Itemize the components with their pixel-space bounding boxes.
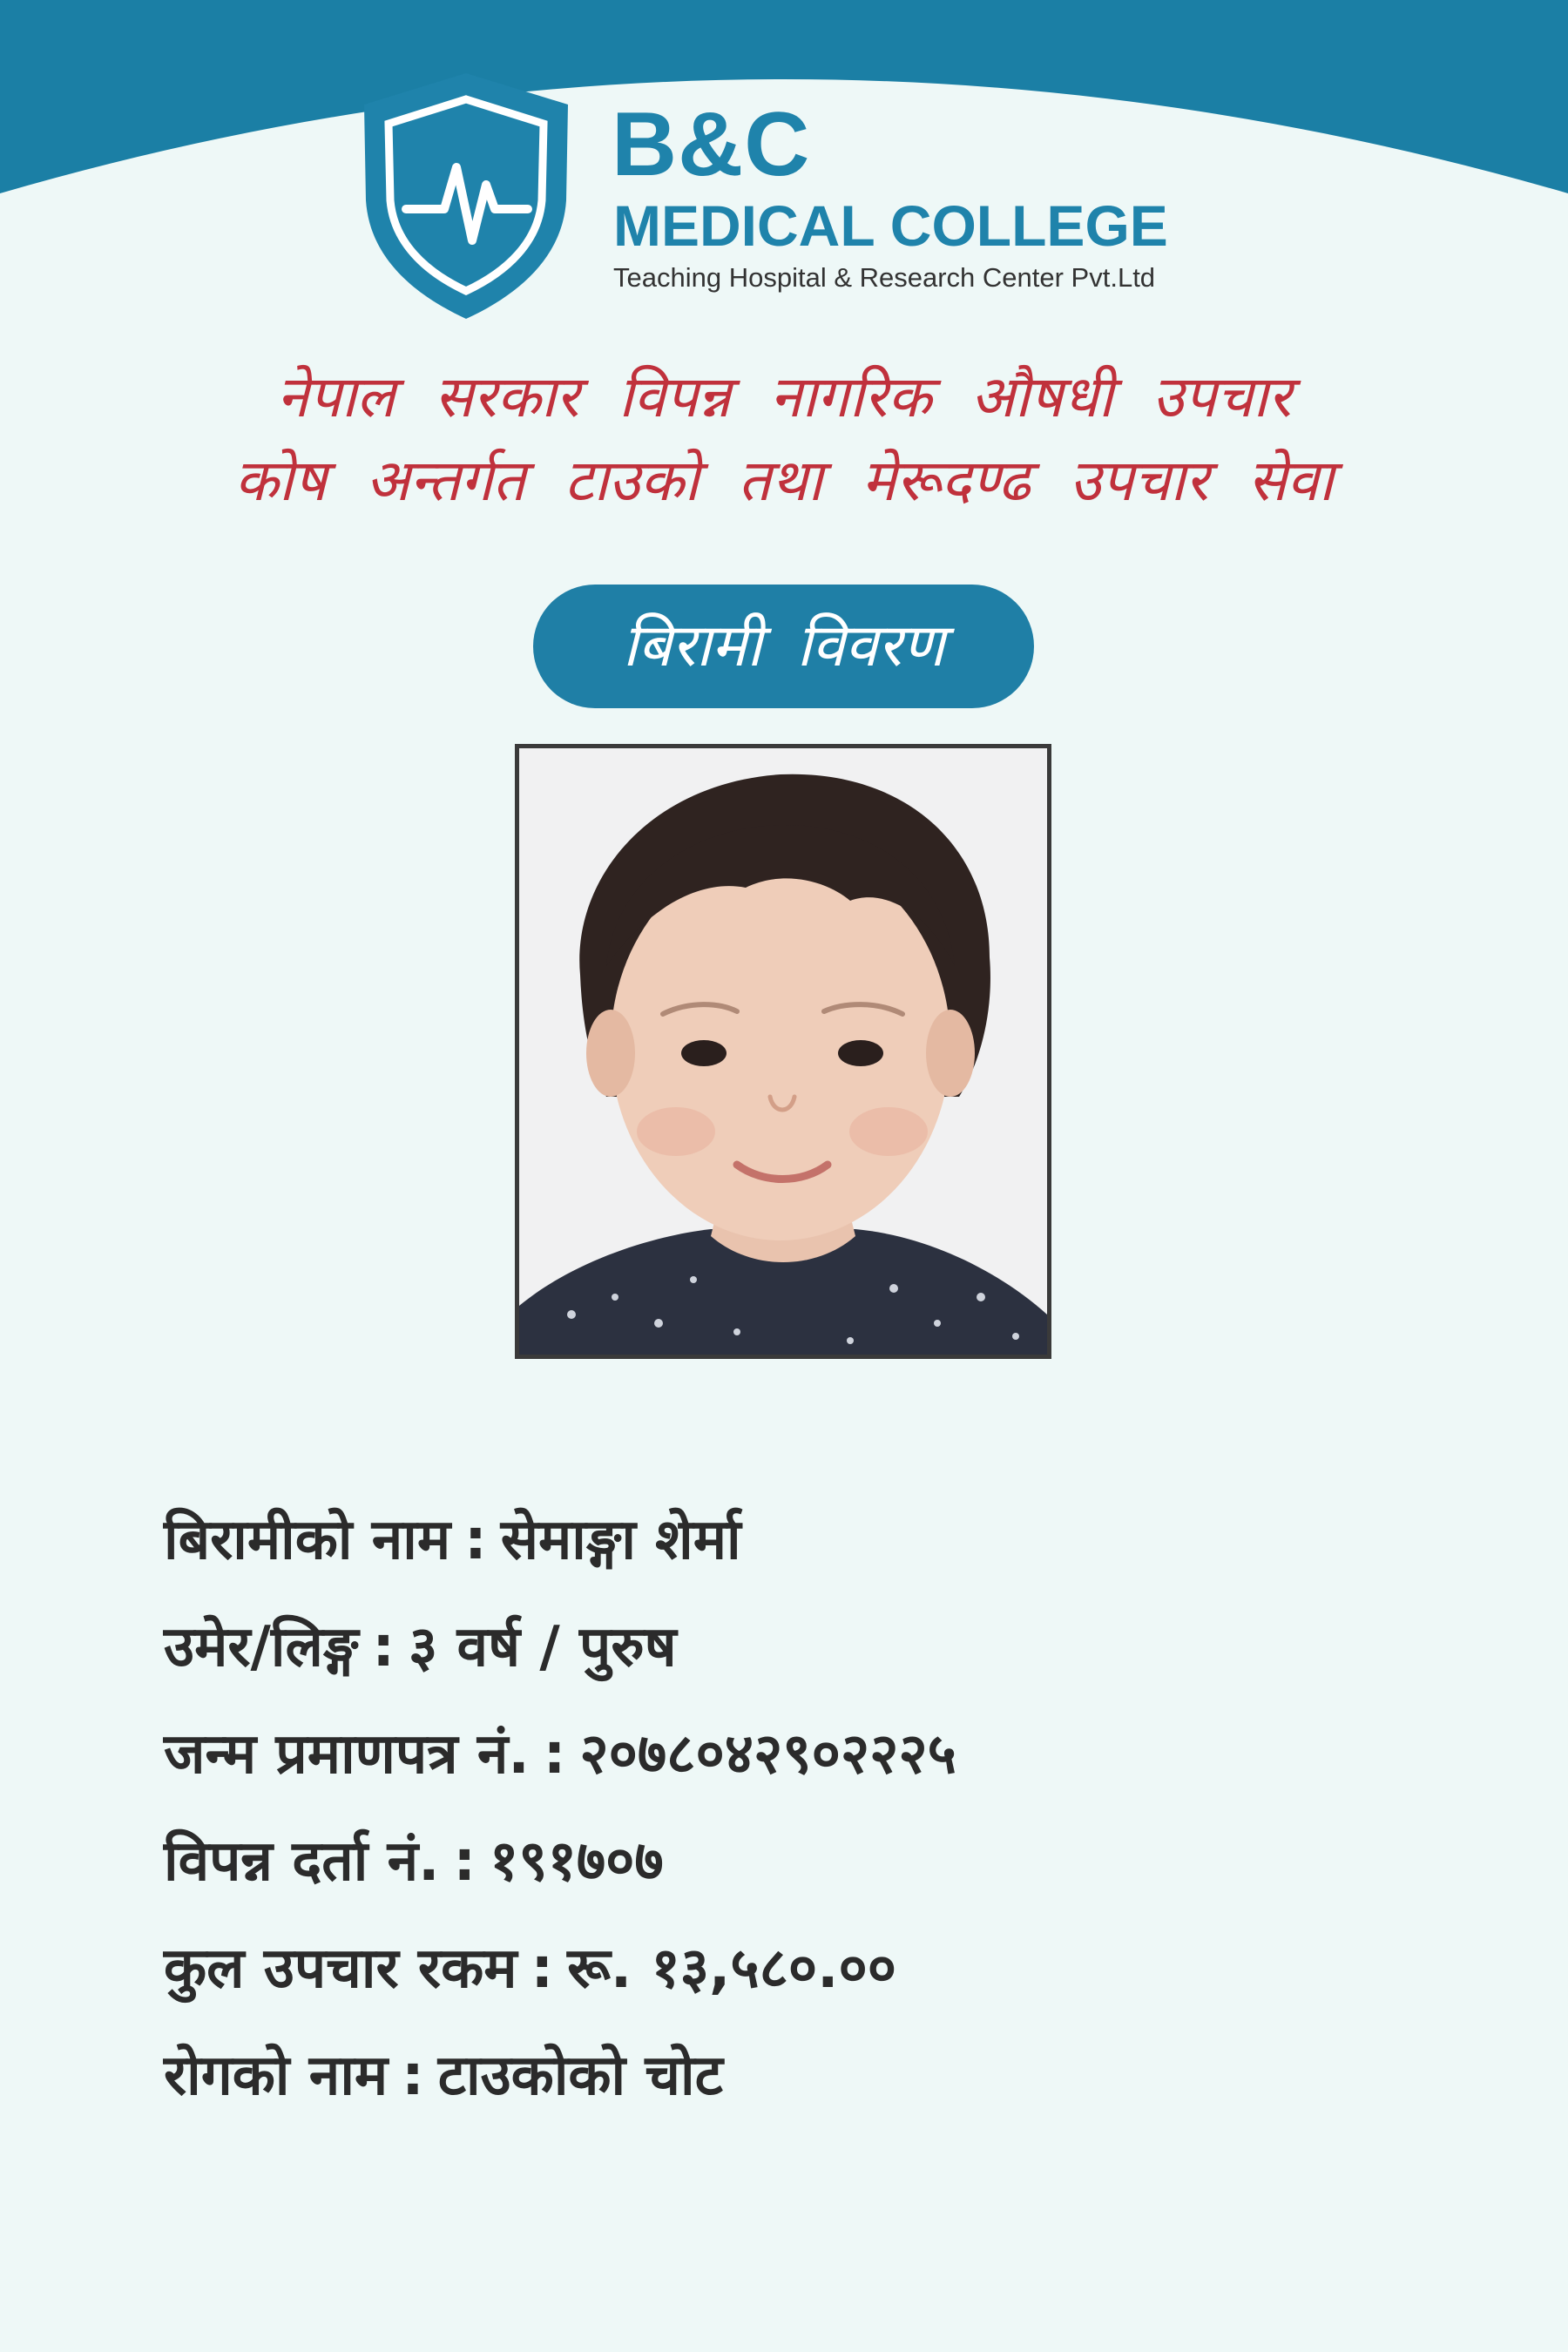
detail-row-age-gender bbox=[164, 1604, 1470, 1711]
detail-row-patient-name bbox=[164, 1497, 1470, 1604]
brand-tagline: Teaching Hospital & Research Center Pvt.Ltd bbox=[613, 262, 1156, 293]
patient-details-badge: बिरामी विवरण bbox=[533, 585, 1034, 708]
detail-value: सेमाङ्गा शेर्मा bbox=[500, 1508, 741, 1572]
detail-value: रू. १३,५८०.०० bbox=[567, 1936, 897, 2001]
detail-separator: : bbox=[464, 1508, 487, 1572]
detail-separator: : bbox=[531, 1936, 554, 2001]
detail-row-total-amount bbox=[164, 1925, 1470, 2032]
detail-value: २०७८०४२९०२२२५ bbox=[579, 1722, 956, 1787]
detail-separator: : bbox=[402, 2044, 424, 2108]
brand-subtitle: MEDICAL COLLEGE bbox=[613, 193, 1168, 258]
detail-label: रोगको नाम bbox=[164, 2044, 389, 2108]
detail-separator: : bbox=[543, 1722, 566, 1787]
detail-value: १९१७०७ bbox=[490, 1829, 664, 1894]
detail-row-registration-number bbox=[164, 1818, 1470, 1925]
detail-label: उमेर/लिङ्ग bbox=[164, 1615, 359, 1680]
shield-heartbeat-icon bbox=[357, 70, 575, 322]
detail-label: बिरामीको नाम bbox=[164, 1508, 451, 1572]
detail-row-disease-name bbox=[164, 2032, 1470, 2139]
scheme-title-line-2: कोष अन्तर्गत टाउको तथा मेरूदण्ढ उपचार सेवा bbox=[234, 447, 1334, 514]
detail-row-birth-certificate bbox=[164, 1711, 1470, 1818]
patient-details-list bbox=[164, 1497, 1470, 2139]
detail-value: टाउकोको चोट bbox=[437, 2044, 723, 2108]
brand-name: B&C bbox=[612, 94, 811, 195]
detail-label: जन्म प्रमाणपत्र नं. bbox=[164, 1722, 530, 1787]
detail-value: ३ वर्ष / पुरुष bbox=[408, 1615, 677, 1680]
patient-photo bbox=[515, 744, 1051, 1359]
scheme-title bbox=[52, 355, 1516, 523]
scheme-title-line-1: नेपाल सरकार विपन्न नागरिक औषधी उपचार bbox=[276, 363, 1292, 430]
detail-label: विपन्न दर्ता नं. bbox=[164, 1829, 440, 1894]
detail-separator: : bbox=[372, 1615, 395, 1680]
detail-label: कुल उपचार रकम bbox=[164, 1936, 517, 2001]
detail-separator: : bbox=[453, 1829, 476, 1894]
header bbox=[357, 63, 1228, 324]
child-portrait-illustration bbox=[519, 748, 1047, 1355]
